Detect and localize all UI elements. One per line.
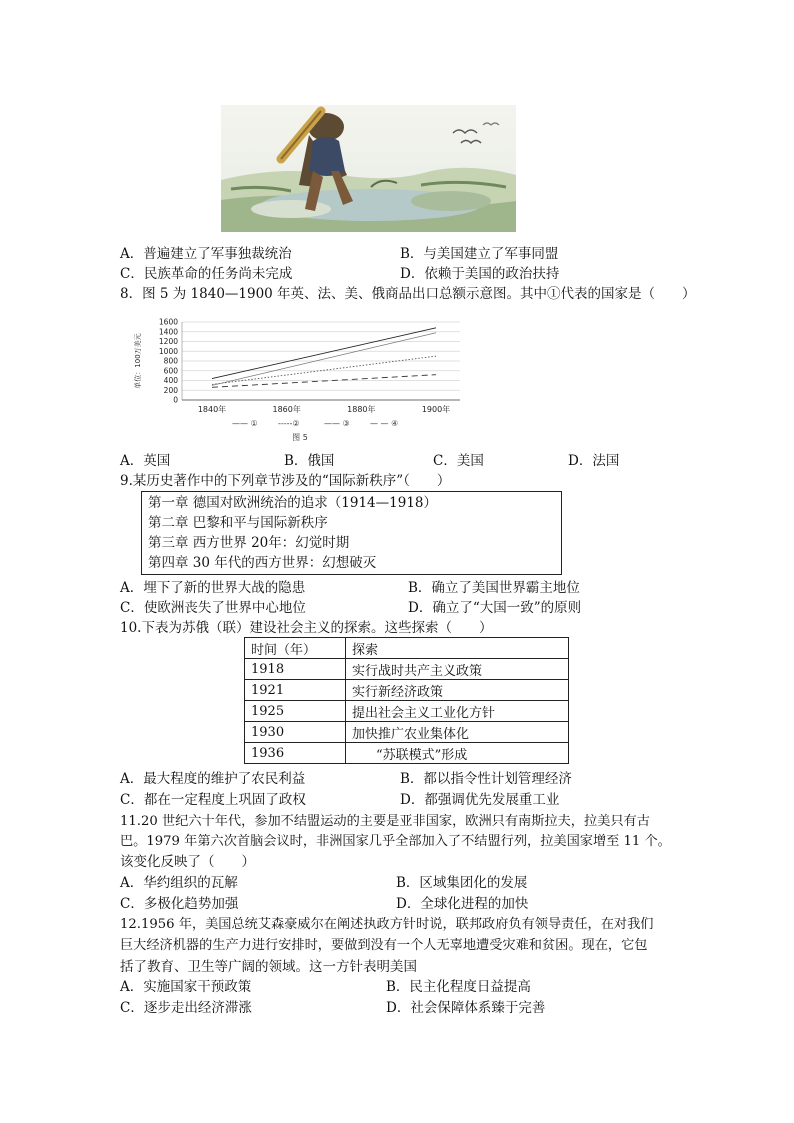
- table-cell-year: 1930: [245, 722, 346, 743]
- y-tick-label: 1400: [158, 327, 178, 337]
- x-tick-label: 1860年: [272, 405, 301, 414]
- q12-option-c: C．逐步走出经济滞涨: [120, 1000, 252, 1016]
- x-tick-label: 1900年: [421, 405, 451, 414]
- legend-entry: —— ③: [324, 419, 350, 428]
- y-tick-label: 1000: [158, 346, 178, 356]
- y-tick-label: 800: [163, 356, 178, 366]
- series-line-4: [212, 375, 436, 388]
- table-cell-year: 1921: [245, 680, 346, 701]
- q11-stem-line-3: 该变化反映了（ ）: [120, 854, 255, 870]
- q12-option-d: D．社会保障体系臻于完善: [386, 1000, 546, 1016]
- q11-option-b: B．区域集团化的发展: [396, 875, 528, 891]
- table-row: [245, 722, 569, 743]
- chapter-1: 第一章 德国对欧洲统治的追求（1914—1918）: [148, 495, 438, 511]
- y-tick-label: 1200: [158, 337, 178, 346]
- q7-option-b: B．与美国建立了军事同盟: [400, 246, 559, 262]
- figure-caption: 图 5: [292, 433, 308, 442]
- table-cell-policy: 加快推广农业集体化: [346, 722, 569, 743]
- q9-option-a: A．埋下了新的世界大战的隐患: [120, 580, 306, 596]
- chapter-list-box: [141, 491, 562, 575]
- chapter-3: 第三章 西方世界 20年：幻觉时期: [148, 535, 350, 551]
- q7-option-d: D．依赖于美国的政治扶持: [400, 266, 560, 282]
- y-axis-label: 单位：100万美元: [134, 333, 142, 389]
- y-tick-label: 600: [163, 366, 178, 376]
- q11-option-c: C．多极化趋势加强: [120, 896, 239, 912]
- legend-entry: —— ①: [232, 419, 258, 428]
- y-tick-label: 1600: [158, 317, 178, 327]
- q10-option-b: B．都以指令性计划管理经济: [400, 771, 572, 787]
- q9-option-d: D．确立了“大国一致”的原则: [408, 600, 582, 616]
- chapter-4: 第四章 30 年代的西方世界：幻想破灭: [148, 555, 377, 571]
- table-cell-policy: 实行战时共产主义政策: [346, 659, 569, 680]
- q8-option-a: A．英国: [120, 453, 171, 469]
- x-tick-label: 1840年: [197, 405, 227, 414]
- table-row: [245, 701, 569, 722]
- q10-option-a: A．最大程度的维护了农民利益: [120, 771, 306, 787]
- q10-option-d: D．都强调优先发展重工业: [400, 792, 560, 808]
- chapter-2: 第二章 巴黎和平与国际新秩序: [148, 515, 328, 531]
- y-tick-label: 0: [173, 395, 178, 405]
- table-row: [245, 743, 569, 764]
- series-line-3: [212, 333, 436, 386]
- q9-option-c: C．使欧洲丧失了世界中心地位: [120, 600, 306, 616]
- q11-stem-line-2: 巴。1979 年第六次首脑会议时，非洲国家几乎全部加入了不结盟行列，拉美国家增至 11 个。: [120, 834, 671, 849]
- q12-stem-line-3: 括了教育、卫生等广阔的领域。这一方针表明美国: [120, 959, 417, 975]
- q8-stem: 8．图 5 为 1840—1900 年英、法、美、俄商品出口总额示意图。其中①代表的国家是（ ）: [120, 286, 696, 302]
- q12-option-b: B．民主化程度日益提高: [386, 979, 531, 995]
- table-header-cell: 探索: [346, 638, 569, 659]
- q8-option-b: B．俄国: [284, 453, 335, 469]
- y-tick-label: 200: [163, 385, 178, 395]
- q12-stem-line-1: 12.1956 年，美国总统艾森豪威尔在阐述执政方针时说，联邦政府负有领导责任，在对我们: [120, 917, 654, 932]
- q10-option-c: C．都在一定程度上巩固了政权: [120, 792, 306, 808]
- table-cell-policy: 提出社会主义工业化方针: [346, 701, 569, 722]
- q11-option-d: D．全球化进程的加快: [396, 896, 529, 912]
- q12-option-a: A．实施国家干预政策: [120, 979, 252, 995]
- q9-stem: 9.某历史著作中的下列章节涉及的“国际新秩序”（ ）: [120, 473, 451, 489]
- table-cell-year: 1936: [245, 743, 346, 764]
- table-row: [245, 680, 569, 701]
- table-header-cell: 时间（年）: [245, 638, 346, 659]
- q8-option-c: C．美国: [433, 453, 484, 469]
- table-header-row: [245, 638, 569, 659]
- export-line-chart: [120, 316, 465, 446]
- q11-stem-line-1: 11.20 世纪六十年代，参加不结盟运动的主要是亚非国家，欧洲只有南斯拉夫，拉美只有古: [120, 814, 650, 829]
- table-cell-policy: “苏联模式”形成: [346, 743, 569, 764]
- table-cell-year: 1918: [245, 659, 346, 680]
- table-cell-policy: 实行新经济政策: [346, 680, 569, 701]
- q11-option-a: A．华约组织的瓦解: [120, 875, 238, 891]
- cartoon-illustration: [221, 105, 516, 232]
- q9-option-b: B．确立了美国世界霸主地位: [408, 580, 580, 596]
- table-row: [245, 659, 569, 680]
- table-cell-year: 1925: [245, 701, 346, 722]
- q7-option-a: A．普遍建立了军事独裁统治: [120, 246, 292, 262]
- q7-option-c: C．民族革命的任务尚未完成: [120, 266, 293, 282]
- legend-entry: — — ④: [370, 419, 399, 428]
- x-tick-label: 1880年: [347, 405, 376, 414]
- exploration-table: [244, 637, 569, 764]
- q8-option-d: D．法国: [568, 453, 620, 469]
- q10-stem: 10.下表为苏俄（联）建设社会主义的探索。这些探索（ ）: [120, 620, 493, 636]
- q12-stem-line-2: 巨大经济机器的生产力进行安排时，要做到没有一个人无辜地遭受灾难和贫困。现在，它包: [120, 938, 648, 953]
- legend-entry: -----②: [278, 419, 300, 428]
- y-tick-label: 400: [163, 376, 178, 385]
